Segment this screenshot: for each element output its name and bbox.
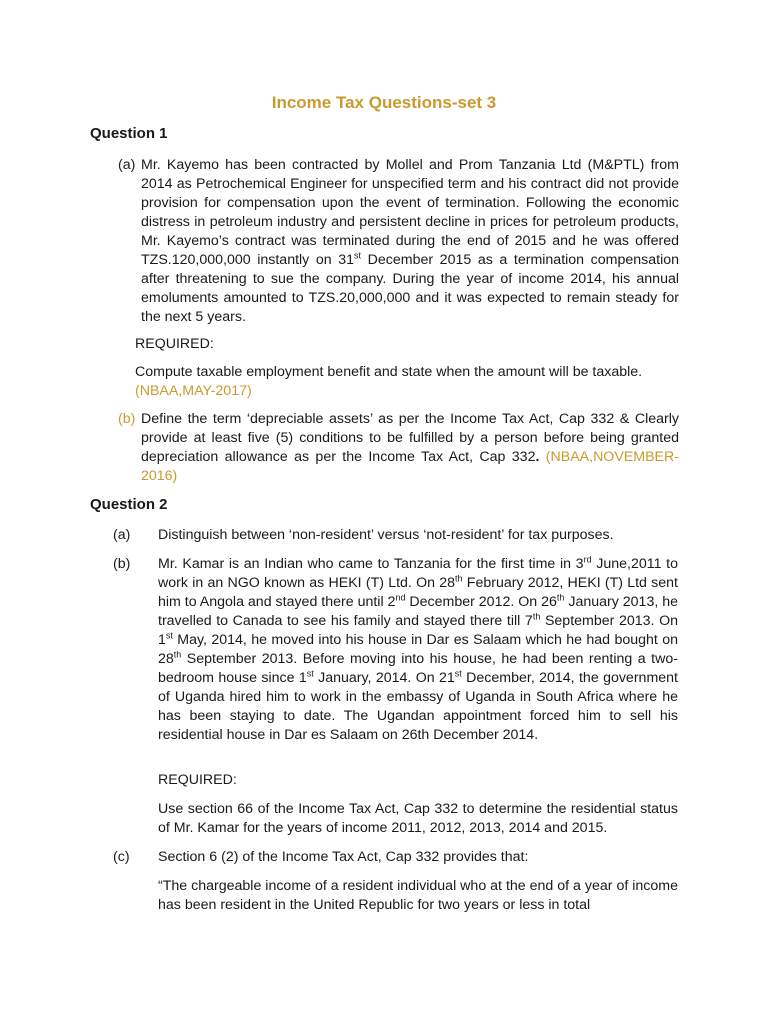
q1a-text: Mr. Kayemo has been contracted by Mollel and Prom Tanzania Ltd (M&PTL) from 2014 as Petrochemical Engineer for unspecified term and his contract did not provide provision for compensation upon the event of termination. Following the economic distress in petroleum industry and persistent decline in prices for petroleum products, Mr. Kayemo’s contract was terminated during the end of 2015 and he was offered TZS.120,000,000 instantly on 31st December 2015 as a termination compensation after threatening to sue the company. During the year of income 2014, his annual emoluments amounted to TZS.20,000,000 and it was expected to remain steady for the next 5 years. bbox=[141, 157, 679, 325]
document-title: Income Tax Questions-set 3 bbox=[271, 93, 497, 112]
q2c-quote: “The chargeable income of a resident individual who at the end of a year of income has been resident in the United Republic for two years or less in total bbox=[158, 878, 678, 913]
q2c-text: Section 6 (2) of the Income Tax Act, Cap 332 provides that: bbox=[158, 849, 529, 865]
q1a-label: (a) bbox=[118, 157, 136, 173]
q1b-text: Define the term ‘depreciable assets’ as per the Income Tax Act, Cap 332 & Clearly provide at least five (5) conditions to be fulfilled by a person before being granted depreciation allowance as per the Income Tax Act, Cap 332. (NBAA,NOVEMBER-2016) bbox=[141, 411, 679, 484]
q2b-use: Use section 66 of the Income Tax Act, Cap 332 to determine the residential status of Mr. Kamar for the years of income 2011, 2012, 2013, 2014 and 2015. bbox=[158, 801, 678, 836]
question-1-heading: Question 1 bbox=[90, 125, 168, 142]
q1a-compute: Compute taxable employment benefit and state when the amount will be taxable. (NBAA,MAY-2017) bbox=[135, 364, 643, 399]
q2b-label: (b) bbox=[113, 556, 131, 572]
q1a-required: REQUIRED: bbox=[135, 336, 214, 352]
q1b-source: (NBAA,NOVEMBER-2016) bbox=[141, 449, 679, 484]
q2a-label: (a) bbox=[113, 527, 131, 543]
q2b-required: REQUIRED: bbox=[158, 772, 237, 788]
q2a-text: Distinguish between ‘non-resident’ versus ‘not-resident’ for tax purposes. bbox=[158, 527, 614, 543]
q2c-label: (c) bbox=[113, 849, 130, 865]
q1b-label: (b) bbox=[118, 411, 136, 427]
q1a-source: (NBAA,MAY-2017) bbox=[135, 383, 252, 399]
q2b-text: Mr. Kamar is an Indian who came to Tanzania for the first time in 3rd June,2011 to work in an NGO known as HEKI (T) Ltd. On 28th February 2012, HEKI (T) Ltd sent him to Angola and stayed there until 2nd December 2012. On 26th January 2013, he travelled to Canada to see his family and stayed there till 7th September 2013. On 1st May, 2014, he moved into his house in Dar es Salaam which he had bought on 28th September 2013. Before moving into his house, he had been renting a two-bedroom house since 1st January, 2014. On 21st December, 2014, the government of Uganda hired him to work in the embassy of Uganda in South Africa where he has been staying to date. The Ugandan appointment forced him to sell his residential house in Dar es Salaam on 26th December 2014. bbox=[158, 554, 678, 743]
question-2-heading: Question 2 bbox=[90, 496, 168, 513]
